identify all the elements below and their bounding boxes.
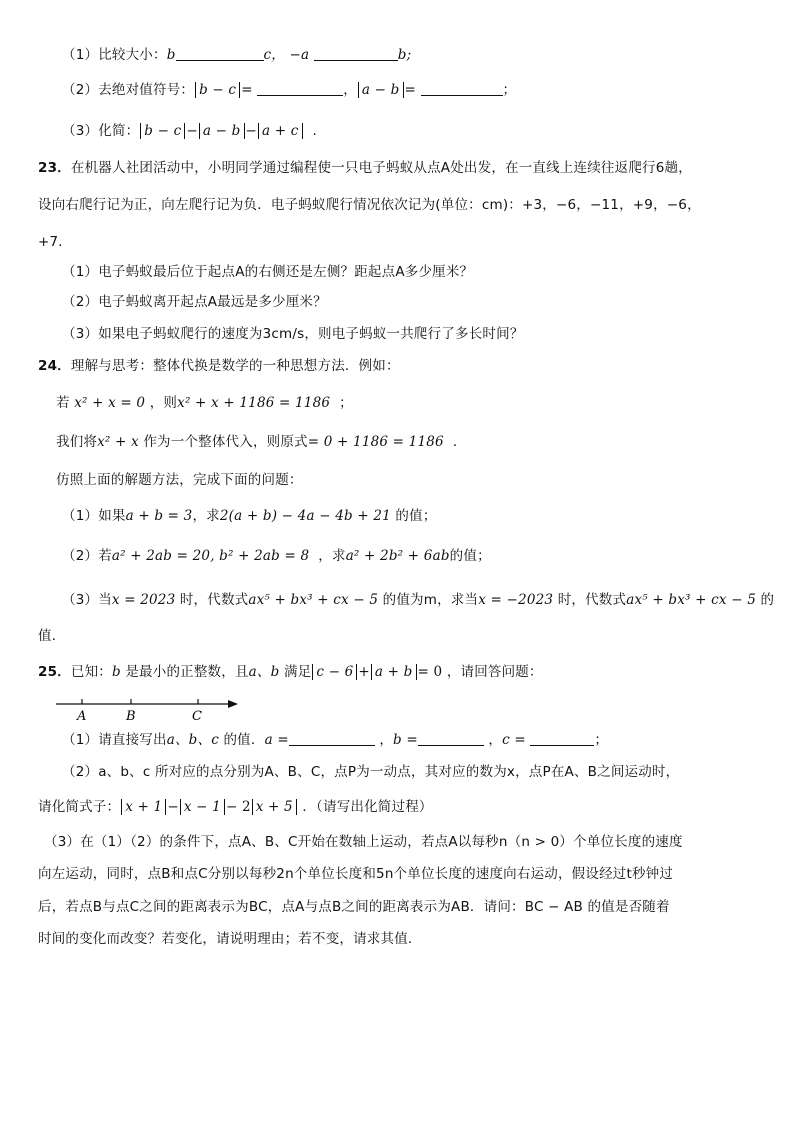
q24-sub2 (62, 546, 491, 566)
q25-q2-abs3: x + 5 (252, 799, 297, 815)
q22-p2-abs1: b − c (195, 82, 240, 98)
q25-sub3-line4: 时间的变化而改变？若变化，请说明理由；若不变，请求其值． (38, 931, 422, 947)
q24-q2-end: 的值； (449, 548, 491, 564)
q22-p1-c: c， (263, 47, 286, 63)
q23-stem3: +7． (38, 234, 73, 250)
q24-stem: 理解与思考：整体代换是数学的一种思想方法．例如： (70, 358, 400, 374)
number-line-arrow (228, 700, 238, 708)
q24-sub3-tail: 值． (38, 628, 66, 644)
q25-q1-b: b = (393, 732, 418, 748)
answer-blank[interactable] (314, 46, 398, 61)
q23-stem2: 设向右爬行记为正，向左爬行记为负．电子蚂蚁爬行情况依次记为(单位：cm)：+3，−6，−11，+9，−6， (38, 197, 701, 213)
q25-stem-mid2: 满足 (283, 664, 312, 680)
q22-part1 (62, 45, 411, 65)
q25-stem-ab: a、b (248, 664, 280, 680)
q24-q3-math3: x = −2023 (478, 592, 554, 608)
q24-q1-end: 的值； (395, 508, 437, 524)
q24-q1-pre: （1）如果 (62, 508, 126, 524)
q22-p1-b: b (166, 47, 176, 63)
q24-example1 (56, 393, 353, 413)
q25-q1-c: c = (502, 732, 526, 748)
q22-p3-minus1: − (186, 123, 198, 139)
q24-q2-math2: a² + 2b² + 6ab (345, 548, 450, 564)
q24-ex1-mid: ，则 (149, 395, 178, 411)
q23-stem-line1 (38, 158, 692, 178)
q24-ex2-mid: 作为一个整体代入，则原式 (143, 434, 308, 450)
q25-q2-minus2: − 2 (225, 799, 251, 815)
q25-stem-b: b (112, 664, 121, 680)
q25-q2-minus1: − (167, 799, 179, 815)
q25-sub3-line1: （3）在（1）（2）的条件下，点A、B、C开始在数轴上运动，若点A以每秒n（n > 0）个单位长度的速度 (44, 834, 683, 850)
q24-q1-math1: a + b = 3 (125, 508, 193, 524)
q24-q2-pre: （2）若 (62, 548, 112, 564)
answer-blank[interactable] (176, 46, 264, 61)
q24-ex2-math2: = 0 + 1186 = 1186 (307, 434, 444, 450)
q25-q2-pre: 请化简式子： (38, 799, 121, 815)
q25-stem-mid1: 是最小的正整数，且 (125, 664, 249, 680)
q25-stem-end: ，请回答问题： (446, 664, 543, 680)
q23-number: 23． (38, 160, 71, 176)
q25-sub3-line3: 后，若点B与点C之间的距离表示为BC，点A与点B之间的距离表示为AB．请问：BC − AB 的值是否随着 (38, 899, 670, 915)
q23-stem1: 在机器人社团活动中，小明同学通过编程使一只电子蚂蚁从点A处出发，在一直线上连续往返爬行6趟， (70, 160, 692, 176)
number-line (54, 694, 244, 724)
q22-p3-minus2: − (245, 123, 258, 139)
q25-q1-mid: 的值． (223, 732, 265, 748)
q24-sub1 (62, 506, 437, 526)
q25-sub3-line2: 向左运动，同时，点B和点C分别以每秒2n个单位长度和5n个单位长度的速度向右运动，假设经过t秒钟过 (38, 866, 674, 882)
q24-ex1-math1: x² + x = 0 (74, 395, 146, 411)
q22-p1-label: （1）比较大小： (62, 47, 167, 63)
q24-q3-mid2: 的值为m，求当 (382, 592, 479, 608)
q24-ex1-math2: x² + x + 1186 = 1186 (177, 395, 331, 411)
q25-q1-comma: ， (379, 732, 394, 748)
answer-blank[interactable] (257, 81, 343, 96)
q22-p3-abs-c: a + c (258, 123, 303, 139)
q22-p3-end: . (312, 123, 318, 139)
q24-q2-mid: ，求 (318, 548, 346, 564)
q22-p2-end: ； (502, 82, 517, 98)
q25-sub2-line1: （2）a、b、c 所对应的点分别为A、B、C，点P为一动点，其对应的数为x，点P在A、B之间运动时， (62, 764, 680, 780)
point-label-c: C (192, 709, 202, 724)
point-label-b: B (126, 709, 136, 724)
q25-q2-end: ．（请写出化简过程） (302, 799, 433, 815)
q24-q1-mid: ，求 (192, 508, 220, 524)
q22-p2-eq: = (241, 82, 253, 98)
q24-ex2-end: ． (452, 434, 467, 450)
q24-q3-end: 的 (760, 592, 775, 608)
q23-sub3: （3）如果电子蚂蚁爬行的速度为3cm/s，则电子蚂蚁一共爬行了多长时间？ (62, 326, 524, 342)
q24-ex2-math1: x² + x (97, 434, 139, 450)
q25-stem-pre: 已知： (70, 664, 112, 680)
answer-blank[interactable] (530, 731, 594, 746)
q25-sub1 (62, 730, 608, 750)
q24-q3-math4: ax⁵ + bx³ + cx − 5 (626, 592, 756, 608)
q22-p3-label: （3）化简： (62, 123, 140, 139)
q22-p3-abs-a: b − c (140, 123, 185, 139)
q22-p1-b2: b; (397, 47, 412, 63)
answer-blank[interactable] (418, 731, 484, 746)
q23-sub1: （1）电子蚂蚁最后位于起点A的右侧还是左侧？距起点A多少厘米？ (62, 264, 474, 280)
q24-q3-math1: x = 2023 (111, 592, 176, 608)
q25-q2-abs1: x + 1 (121, 799, 166, 815)
q22-p3-abs-b: a − b (199, 123, 245, 139)
q25-q1-a: a = (264, 732, 289, 748)
q25-q1-end: ； (594, 732, 609, 748)
q24-instruction: 仿照上面的解题方法，完成下面的问题： (56, 472, 303, 488)
q25-sub2-line2 (38, 797, 433, 817)
q25-q1-pre: （1）请直接写出 (62, 732, 167, 748)
q22-p1-neg-a: −a (289, 47, 310, 63)
q25-stem-abs2: a + b (371, 664, 417, 680)
q24-q3-mid1: 时，代数式 (179, 592, 249, 608)
q25-q1-comma2: ， (488, 732, 503, 748)
answer-blank[interactable] (421, 81, 503, 96)
q25-q2-abs2: x − 1 (180, 799, 225, 815)
q25-stem-abs1: c − 6 (312, 664, 357, 680)
q22-p2-comma: ， (343, 82, 357, 98)
q24-q3-mid3: 时，代数式 (557, 592, 627, 608)
q24-q3-math2: ax⁵ + bx³ + cx − 5 (248, 592, 379, 608)
q24-example2 (56, 432, 467, 452)
q25-stem-plus: + (358, 664, 370, 680)
q22-part3 (62, 121, 317, 141)
q23-sub2: （2）电子蚂蚁离开起点A最远是多少厘米？ (62, 294, 327, 310)
q25-q1-vars: a、b、c (166, 732, 219, 748)
q24-ex2-pre: 我们将 (56, 434, 98, 450)
q25-stem-eq: = 0 (417, 664, 443, 680)
q25-number: 25． (38, 664, 71, 680)
q24-ex1-pre: 若 (56, 395, 70, 411)
q24-stem-line (38, 356, 400, 376)
q24-q2-math1: a² + 2ab = 20, b² + 2ab = 8 (111, 548, 310, 564)
q22-p2-eq2: = (404, 82, 417, 98)
point-label-a: A (77, 709, 87, 724)
q22-p2-abs2: a − b (358, 82, 404, 98)
q22-part2 (62, 80, 516, 100)
q24-number: 24． (38, 358, 71, 374)
q25-stem-line (38, 662, 543, 682)
q24-sub3 (62, 590, 774, 610)
q24-ex1-end: ； (339, 395, 353, 411)
q24-q3-pre: （3）当 (62, 592, 112, 608)
q22-p2-label: （2）去绝对值符号： (62, 82, 195, 98)
q24-q1-math2: 2(a + b) − 4a − 4b + 21 (219, 508, 391, 524)
answer-blank[interactable] (289, 731, 375, 746)
